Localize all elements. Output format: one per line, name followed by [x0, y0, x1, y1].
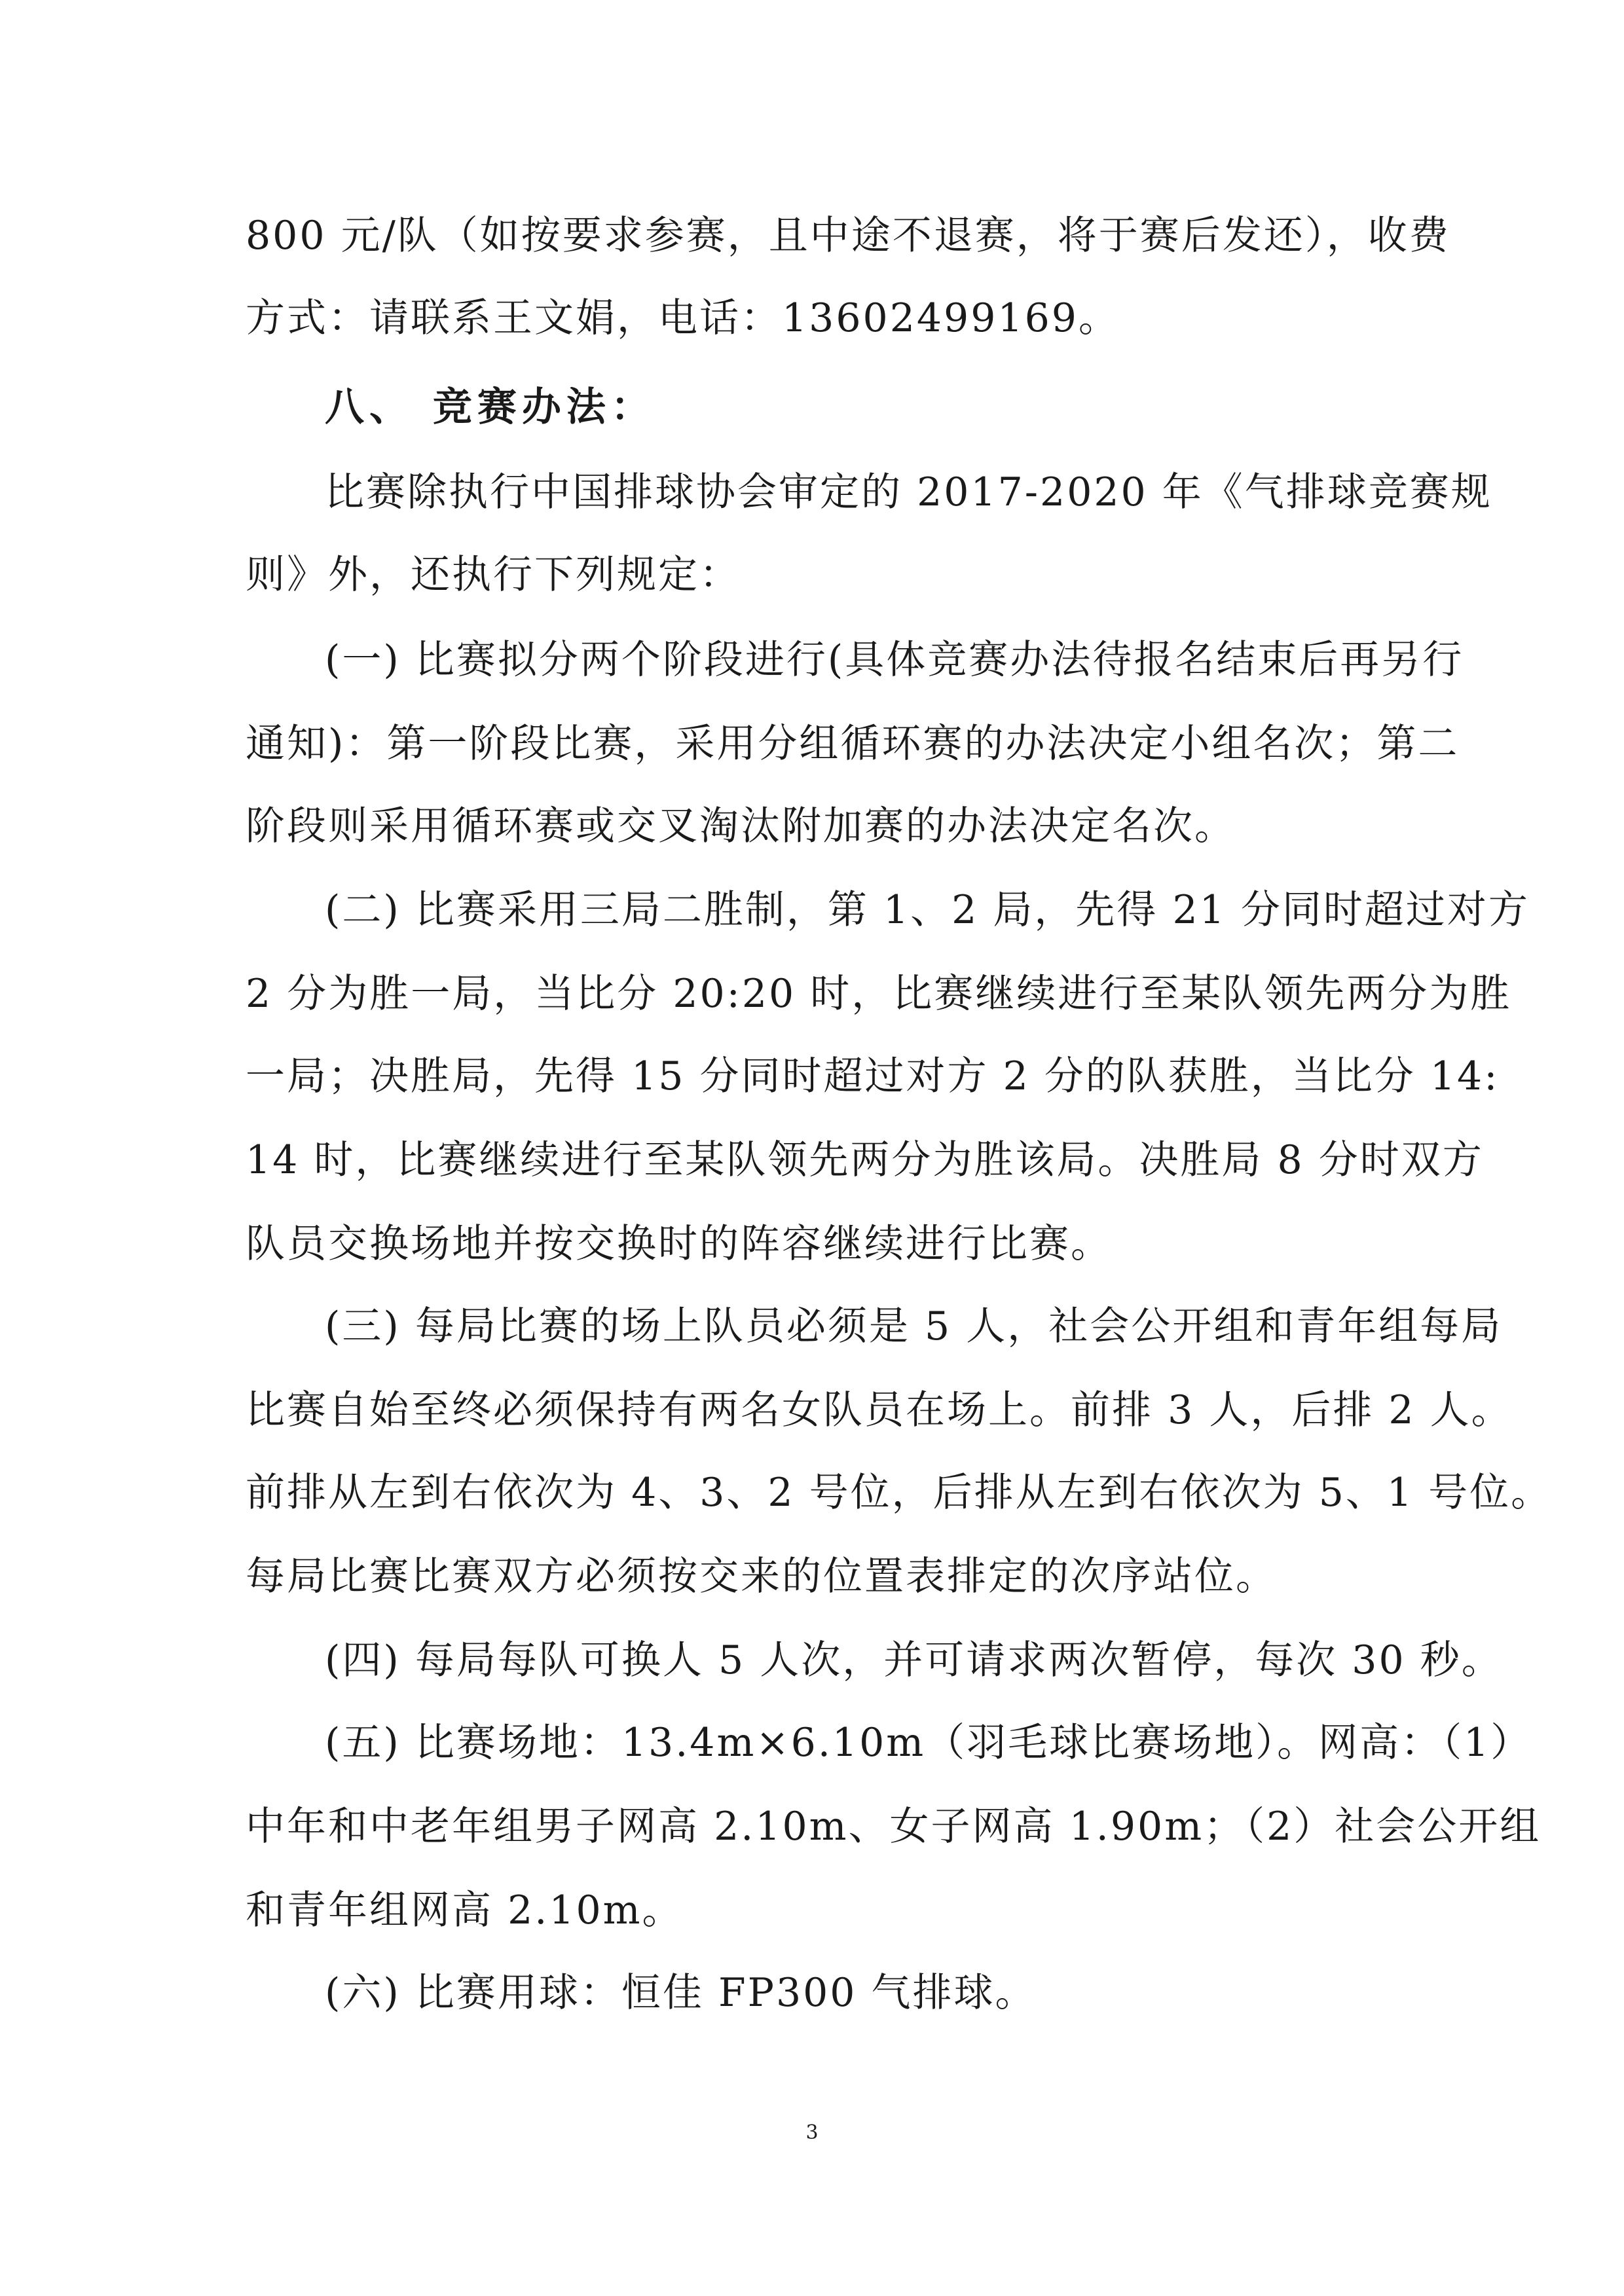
paragraph-line: (五) 比赛场地：13.4m×6.10m（羽毛球比赛场地）。网高：（1） — [325, 1720, 1532, 1766]
paragraph-line: 比赛自始至终必须保持有两名女队员在场上。前排 3 人，后排 2 人。 — [246, 1387, 1513, 1433]
paragraph-line: 中年和中老年组男子网高 2.10m、女子网高 1.90m；（2）社会公开组 — [246, 1804, 1541, 1850]
paragraph-line: 通知)：第一阶段比赛，采用分组循环赛的办法决定小组名次；第二 — [246, 721, 1460, 767]
paragraph-line: 则》外，还执行下列规定： — [246, 552, 741, 598]
paragraph-line: 一局；决胜局，先得 15 分同时超过对方 2 分的队获胜，当比分 14: — [246, 1053, 1500, 1099]
paragraph-line: 和青年组网高 2.10m。 — [246, 1887, 684, 1933]
paragraph-line: (一) 比赛拟分两个阶段进行(具体竞赛办法待报名结束后再另行 — [325, 637, 1464, 683]
paragraph-line: (六) 比赛用球：恒佳 FP300 气排球。 — [325, 1970, 1037, 2016]
paragraph-line: 14 时，比赛继续进行至某队领先两分为胜该局。决胜局 8 分时双方 — [246, 1137, 1484, 1183]
section-heading: 八、 竞赛办法： — [325, 384, 655, 430]
paragraph-line: 每局比赛比赛双方必须按交来的位置表排定的次序站位。 — [246, 1554, 1277, 1599]
paragraph-line: (三) 每局比赛的场上队员必须是 5 人，社会公开组和青年组每局 — [325, 1303, 1503, 1349]
paragraph-line: 800 元/队（如按要求参赛，且中途不退赛，将于赛后发还），收费 — [246, 213, 1450, 259]
page-number: 3 — [805, 2121, 819, 2144]
paragraph-line: (四) 每局每队可换人 5 人次，并可请求两次暂停，每次 30 秒。 — [325, 1637, 1503, 1683]
paragraph-line: 阶段则采用循环赛或交叉淘汰附加赛的办法决定名次。 — [246, 803, 1236, 849]
paragraph-line: 比赛除执行中国排球协会审定的 2017-2020 年《气排球竞赛规 — [325, 469, 1492, 515]
paragraph-line: (二) 比赛采用三局二胜制，第 1、2 局，先得 21 分同时超过对方 — [325, 887, 1530, 933]
paragraph-line: 前排从左到右依次为 4、3、2 号位，后排从左到右依次为 5、1 号位。 — [246, 1470, 1553, 1516]
paragraph-line: 方式：请联系王文娟，电话：13602499169。 — [246, 295, 1120, 341]
paragraph-line: 2 分为胜一局，当比分 20:20 时，比赛继续进行至某队领先两分为胜 — [246, 971, 1512, 1017]
paragraph-line: 队员交换场地并按交换时的阵容继续进行比赛。 — [246, 1221, 1112, 1267]
